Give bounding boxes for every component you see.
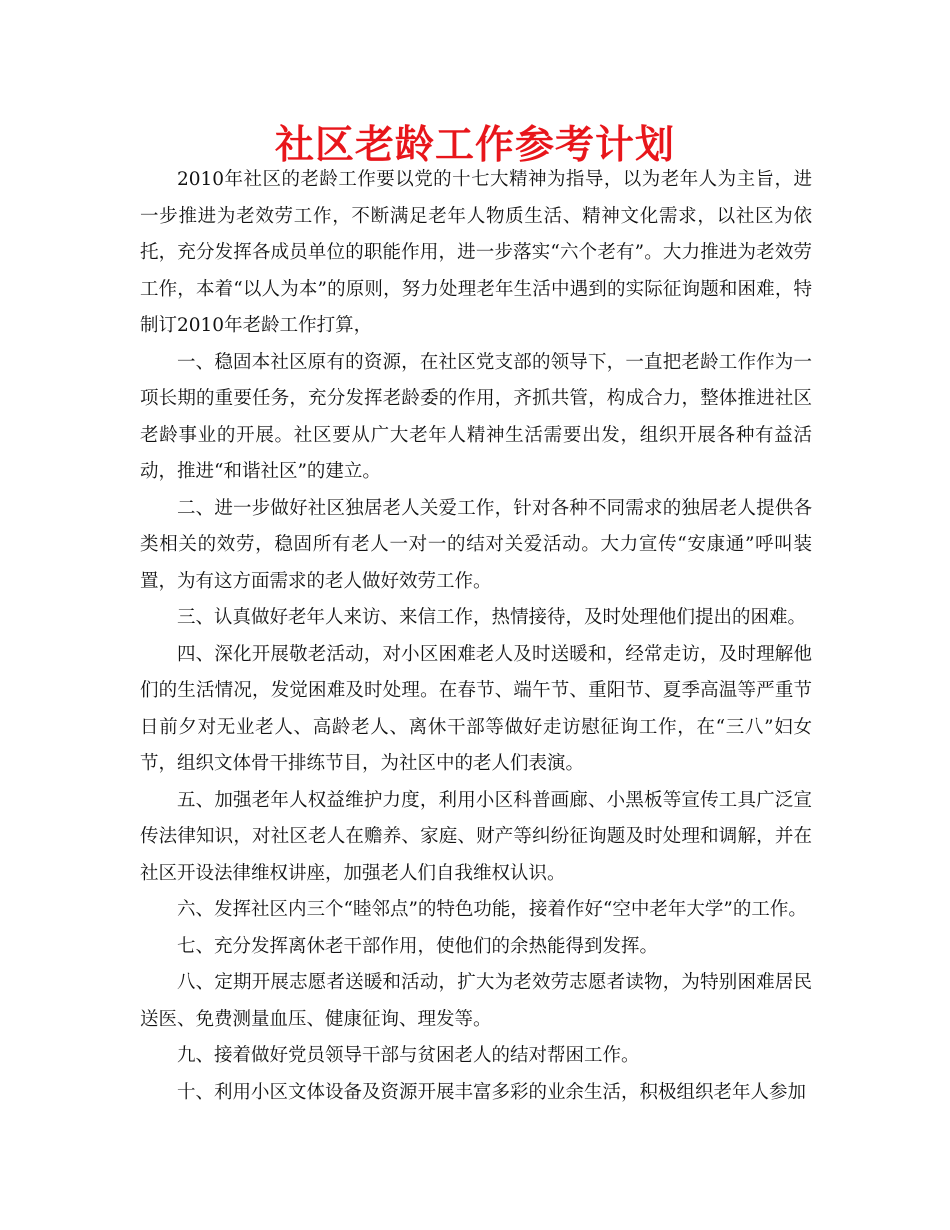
paragraph-item-1: 一、稳固本社区原有的资源，在社区党支部的领导下，一直把老龄工作作为一项长期的重要任务，充分发挥老龄委的作用，齐抓共管，构成合力，整体推进社区老龄事业的开展。社区要从广大老年人精神生活需要出发，组织开展各种有益活动，推进“和谐社区”的建立。	[140, 351, 812, 482]
paragraph-item-9: 九、接着做好党员领导干部与贫困老人的结对帮困工作。	[177, 1045, 640, 1066]
paragraph-item-8: 八、定期开展志愿者送暖和活动，扩大为老效劳志愿者读物，为特别困难居民送医、免费测量血压、健康征询、理发等。	[140, 972, 812, 1030]
paragraph-item-7: 七、充分发挥离休老干部作用，使他们的余热能得到发挥。	[177, 935, 659, 957]
paragraph-item-6: 六、发挥社区内三个“睦邻点”的特色功能，接着作好“空中老年大学”的工作。	[177, 899, 807, 920]
paragraph-item-4: 四、深化开展敬老活动，对小区困难老人及时送暖和，经常走访，及时理解他们的生活情况，发觉困难及时处理。在春节、端午节、重阳节、夏季高温等严重节日前夕对无业老人、高龄老人、离休干部等做好走访慰征询工作，在“三八”妇女节，组织文体骨干排练节目，为社区中的老人们表演。	[140, 643, 812, 774]
paragraph-intro: 2010年社区的老龄工作要以党的十七大精神为指导，以为老年人为主旨，进一步推进为老效劳工作，不断满足老年人物质生活、精神文化需求，以社区为依托，充分发挥各成员单位的职能作用，进一步落实“六个老有”。大力推进为老效劳工作，本着“以人为本”的原则，努力处理老年生活中遇到的实际征询题和困难，特制订2010年老龄工作打算，	[140, 169, 812, 336]
paragraph-item-3: 三、认真做好老年人来访、来信工作，热情接待，及时处理他们提出的困难。	[177, 607, 807, 628]
paragraph-item-5: 五、加强老年人权益维护力度，利用小区科普画廊、小黑板等宣传工具广泛宣传法律知识，对社区老人在赡养、家庭、财产等纠纷征询题及时处理和调解，并在社区开设法律维权讲座，加强老人们自我维权认识。	[140, 789, 812, 884]
document-title: 社区老龄工作参考计划	[274, 123, 675, 168]
paragraph-item-10: 十、利用小区文体设备及资源开展丰富多彩的业余生活，积极组织老年人参加	[177, 1081, 807, 1103]
paragraph-item-2: 二、进一步做好社区独居老人关爱工作，针对各种不同需求的独居老人提供各类相关的效劳，稳固所有老人一对一的结对关爱活动。大力宣传“安康通”呼叫装置，为有这方面需求的老人做好效劳工作。	[140, 497, 812, 592]
document-body	[140, 162, 812, 1111]
